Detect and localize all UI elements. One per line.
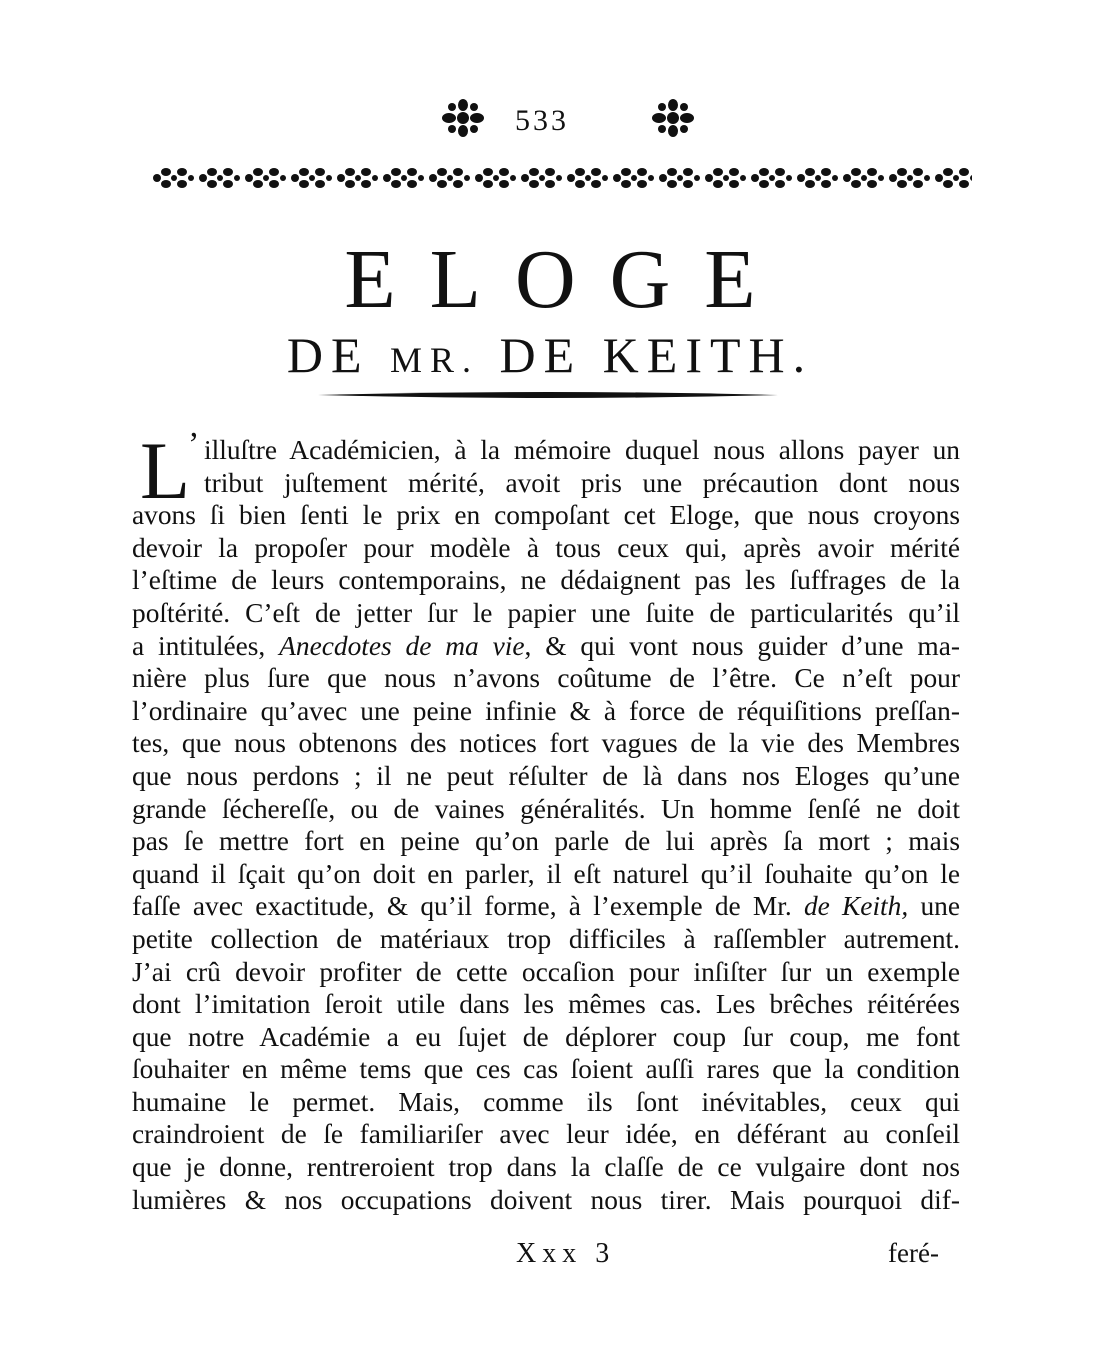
- text-fragment: faſſe avec exactitude, & qu’il forme, à l’exemple de Mr.: [132, 891, 792, 922]
- page-header: [0, 98, 1100, 148]
- ornament-unit-icon: [291, 168, 332, 188]
- subtitle-rest: DE KEITH.: [499, 327, 814, 383]
- text-line: quand il ſçait qu’on doit en parler, il eſt naturel qu’il ſouhaite qu’on le: [132, 858, 960, 889]
- title-rule: [318, 389, 778, 401]
- text-line: avons ſi bien ſenti le prix en compoſant cet Eloge, que nous croyons: [132, 500, 960, 531]
- text-line: illuſtre Académicien, à la mémoire duquel nous allons payer un: [204, 435, 960, 465]
- catchword: feré-: [888, 1238, 939, 1268]
- ornament-unit-icon: [199, 168, 240, 188]
- text-line: lumières & nos occupations doivent nous tirer. Mais pourquoi dif-: [132, 1184, 960, 1215]
- page-title: ELOGE: [344, 233, 790, 326]
- page-number: 533: [515, 104, 569, 137]
- ornament-unit-icon: [245, 168, 286, 188]
- text-line: l’eſtime de leurs contemporains, ne dédaignent pas les ſuffrages de la: [132, 565, 960, 596]
- fleuron-right-icon: [650, 98, 696, 138]
- ornament-unit-icon: [337, 168, 378, 188]
- text-line: pas ſe mettre fort en peine qu’on parle de lui après ſa mort ; mais: [132, 826, 960, 857]
- text-line: humaine le permet. Mais, comme ils ſont inévitables, ceux qui: [132, 1086, 960, 1117]
- body-text: [132, 434, 960, 1216]
- ornament-unit-icon: [383, 168, 424, 188]
- text-fragment: a intitulées,: [132, 630, 266, 661]
- ornament-unit-icon: [705, 168, 746, 188]
- text-line: tribut juſtement mérité, avoit pris une précaution dont nous: [204, 467, 960, 498]
- text-line: grande ſéchereſſe, ou de vaines généralités. Un homme ſenſé ne doit: [132, 793, 960, 824]
- fleuron-left-icon: [440, 98, 486, 138]
- text-line: [132, 890, 960, 923]
- italic-title: Anecdotes de ma vie: [279, 630, 525, 661]
- text-line: craindroient de ſe familiariſer avec leur idée, en déférant au conſeil: [132, 1119, 960, 1150]
- italic-name: de Keith,: [803, 891, 909, 922]
- text-line: l’ordinaire qu’avec une peine infinie & à force de réquiſitions preſſan-: [132, 695, 960, 726]
- subtitle-de: DE: [286, 327, 370, 383]
- page-subtitle: [0, 327, 1100, 383]
- ornament-unit-icon: [521, 168, 562, 188]
- text-fragment: , & qui vont nous guider d’une ma-: [524, 630, 960, 661]
- ornament-unit-icon: [751, 168, 792, 188]
- ornament-unit-icon: [567, 168, 608, 188]
- ornament-unit-icon: [843, 168, 884, 188]
- subtitle-mr: MR.: [390, 340, 480, 380]
- text-line: [132, 630, 960, 663]
- ornament-unit-icon: [935, 168, 972, 188]
- text-line: poſtérité. C’eſt de jetter ſur le papier une ſuite de particularités qu’il: [132, 597, 960, 628]
- ornament-unit-icon: [429, 168, 470, 188]
- text-line: nière plus ſure que nous n’avons coûtume de l’être. Ce n’eſt pour: [132, 663, 960, 694]
- ornament-unit-icon: [889, 168, 930, 188]
- ornament-unit-icon: [797, 168, 838, 188]
- ornament-unit-icon: [153, 168, 194, 188]
- drop-cap: L: [140, 425, 191, 516]
- text-line: ſouhaiter en même tems que ces cas ſoient auſſi rares que la condition: [132, 1054, 960, 1085]
- drop-cap-apostrophe: ’: [188, 426, 200, 463]
- ornament-unit-icon: [475, 168, 516, 188]
- text-line: dont l’imitation ſeroit utile dans les mêmes cas. Les brêches réitérées: [132, 989, 960, 1020]
- ornament-band-icon: [148, 160, 972, 196]
- text-line: petite collection de matériaux trop difficiles à raſſembler autrement.: [132, 923, 960, 954]
- text-line: que je donne, rentreroient trop dans la claſſe de ce vulgaire dont nos: [132, 1152, 960, 1183]
- text-line: que nous perdons ; il ne peut réſulter de là dans nos Eloges qu’une: [132, 760, 960, 791]
- text-line: J’ai crû devoir profiter de cette occaſion pour inſiſter ſur un exemple: [132, 956, 960, 987]
- ornament-unit-icon: [613, 168, 654, 188]
- text-line: devoir la propoſer pour modèle à tous ceux qui, après avoir mérité: [132, 532, 960, 563]
- text-line: tes, que nous obtenons des notices fort vagues de la vie des Membres: [132, 728, 960, 759]
- text-line: que notre Académie a eu ſujet de déplorer coup ſur coup, me font: [132, 1021, 960, 1052]
- text-fragment: une: [920, 891, 960, 922]
- signature-mark: Xxx 3: [516, 1238, 616, 1269]
- ornament-unit-icon: [659, 168, 700, 188]
